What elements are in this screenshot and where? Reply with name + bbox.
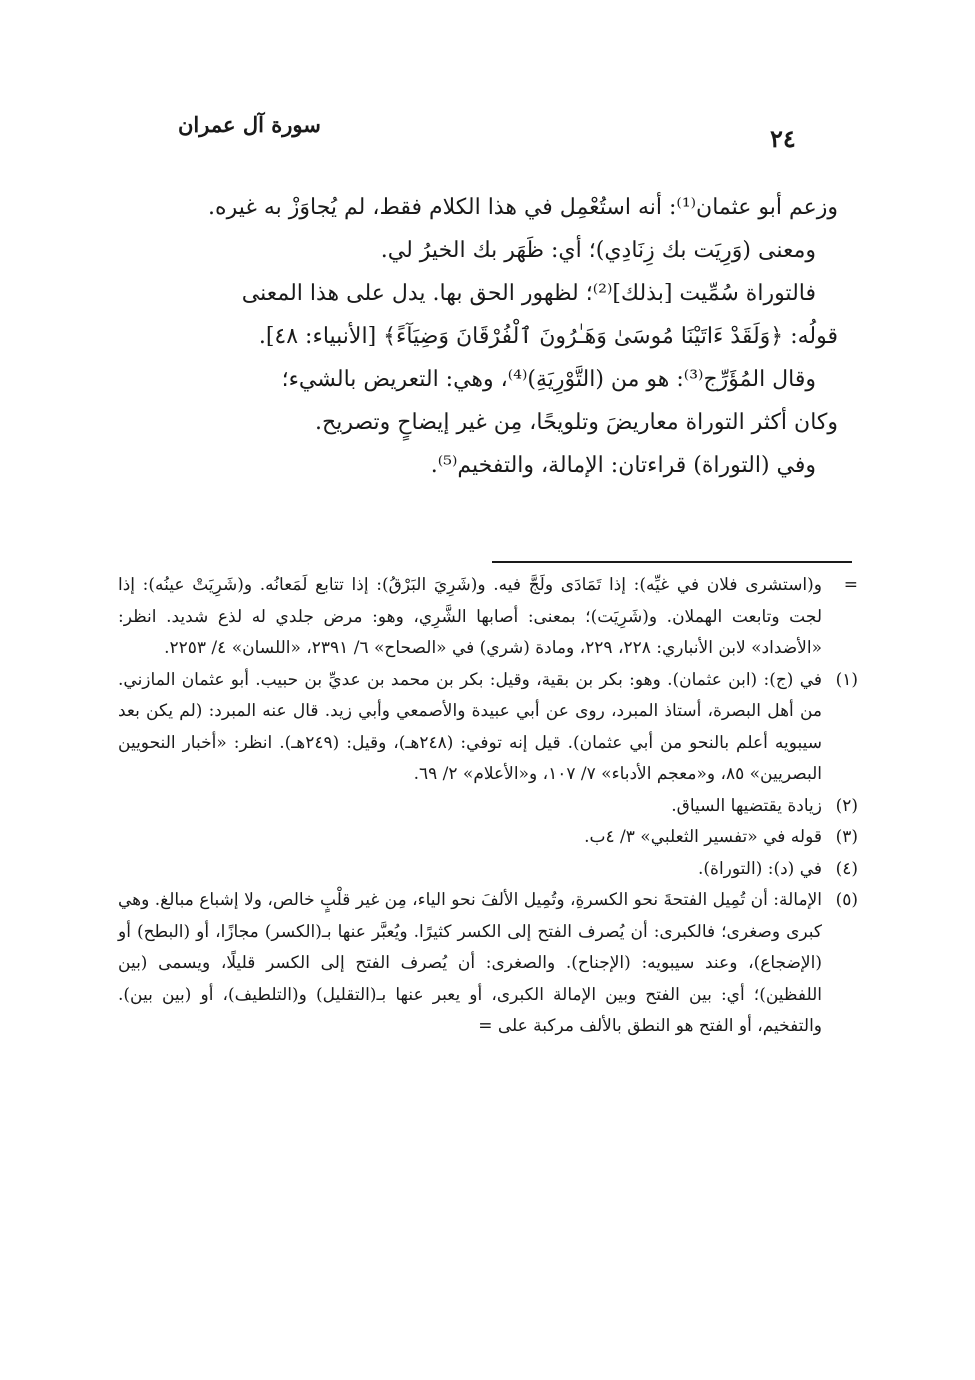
main-text bbox=[118, 186, 838, 487]
footnote-text: في (ج): (ابن عثمان). وهو: بكر بن بقية، وقيل: بكر بن محمد بن عديِّ بن حبيب. أبو عثمان المازني. من أهل البصرة، أستاذ المبرد، روى عن أبي عبيدة والأصمعي وأبي زيد. قال عنه المبرد: (لم يكن بعد سيبويه أعلم بالنحو من أبي عثمان). قيل إنه توفي: (٢٤٨هـ)، وقيل: (٢٤٩هـ). انظر: «أخبار النحويين البصريين» ٨٥، و«معجم الأدباء» ٧/ ١٠٧، و«الأعلام» ٢/ ٦٩. bbox=[118, 669, 822, 784]
footnote-text: و(استشرى فلان في غيِّه): إذا تَمَادَى ولَجَّ فيه. و(شَرِيَ البَرْقُ): إذا تتابع لَمَعانُه. و(شَرِيَتْ عينُه): إذا لجت وتابعت الهملان. و(شَرِيَت)؛ بمعنى: أصابها الشَّرِي، وهو: مرض جلدي له لذع شديد. انظر: «الأضداد» لابن الأنباري: ٢٢٨، ٢٢٩، ومادة (شري) في «الصحاح» ٦/ ٢٣٩١، «اللسان» ٤/ ٢٢٥٣. bbox=[118, 575, 822, 658]
footnote-number: = bbox=[843, 575, 858, 595]
body-paragraph: وفي (التوراة) قراءتان: الإمالة، والتفخيم⁽⁵⁾. bbox=[430, 453, 816, 478]
footnote bbox=[118, 822, 858, 854]
footnote-number: (٤) bbox=[835, 858, 858, 879]
footnote-text: في (د): (التوراة). bbox=[698, 858, 822, 879]
footnote-text: الإمالة: أن تُمِيل الفتحةَ نحو الكسرةِ، وتُمِيل الألفَ نحو الياء، مِن غير قلْبٍ خالص، ولا إشباع مبالغ. وهي كبرى وصغرى؛ فالكبرى: أن يُصرف الفتح إلى الكسر كثيرًا. ويُعبَّر عنها بـ(الكسر) مجازًا، أو (البطح) أو (الإضجاع)، وعند سيبويه: (الإجناح). والصغرى: أن يُصرف الفتح إلى الكسر قليلًا، ويسمى (بين اللفظين)؛ أي: بين الفتح وبين الإمالة الكبرى، أو يعبر عنها بـ(التقليل) و(التلطيف)، أو (بين بين). والتفخيم، أو الفتح هو النطق بالألف مركبة على = bbox=[118, 890, 822, 1036]
page-number: ٢٤ bbox=[770, 124, 796, 153]
footnote-number: (٥) bbox=[835, 890, 858, 910]
footnote bbox=[118, 854, 858, 886]
footnote-separator bbox=[492, 561, 852, 563]
footnote-number: (٢) bbox=[835, 795, 858, 816]
footnote bbox=[118, 665, 858, 791]
body-paragraph: فالتوراة سُمِّيت [بذلك]⁽²⁾؛ لظهور الحق بها. يدل على هذا المعنى bbox=[241, 281, 816, 306]
footnote-number: (١) bbox=[835, 669, 858, 690]
footnote bbox=[118, 885, 858, 1043]
footnote bbox=[118, 791, 858, 823]
body-paragraph: وكان أكثر التوراة معاريضَ وتلويحًا، مِن غير إيضاحٍ وتصريح. bbox=[315, 410, 838, 435]
footnote-text: زيادة يقتضيها السياق. bbox=[671, 795, 822, 816]
footnote-text: قوله في «تفسير الثعلبي» ٣/ ٤ب. bbox=[584, 827, 822, 847]
footnotes bbox=[118, 570, 858, 1043]
body-paragraph: قولُه: ﴿وَلَقَدْ ءَاتَيْنَا مُوسَىٰ وَهَـٰرُونَ ٱلْفُرْقَانَ وَضِيَآءً﴾ [الأنبياء: ٤٨]. bbox=[258, 324, 838, 349]
running-header-title: سورة آل عمران bbox=[178, 112, 321, 137]
body-paragraph: وزعم أبو عثمان⁽¹⁾: أنه استُعْمِل في هذا الكلام فقط، لم يُجاوَزْ به غيره. bbox=[208, 195, 838, 220]
footnote-number: (٣) bbox=[835, 827, 858, 847]
body-paragraph: وقال المُؤَرِّج⁽³⁾: هو من (التَّوْرِيَةِ)⁽⁴⁾، وهي: التعريض بالشيء؛ bbox=[281, 367, 816, 392]
body-paragraph: ومعنى (وَرِيَت بك زِنَادِي)؛ أي: ظَهَر بك الخيرُ لي. bbox=[380, 238, 816, 263]
footnote bbox=[118, 570, 858, 665]
